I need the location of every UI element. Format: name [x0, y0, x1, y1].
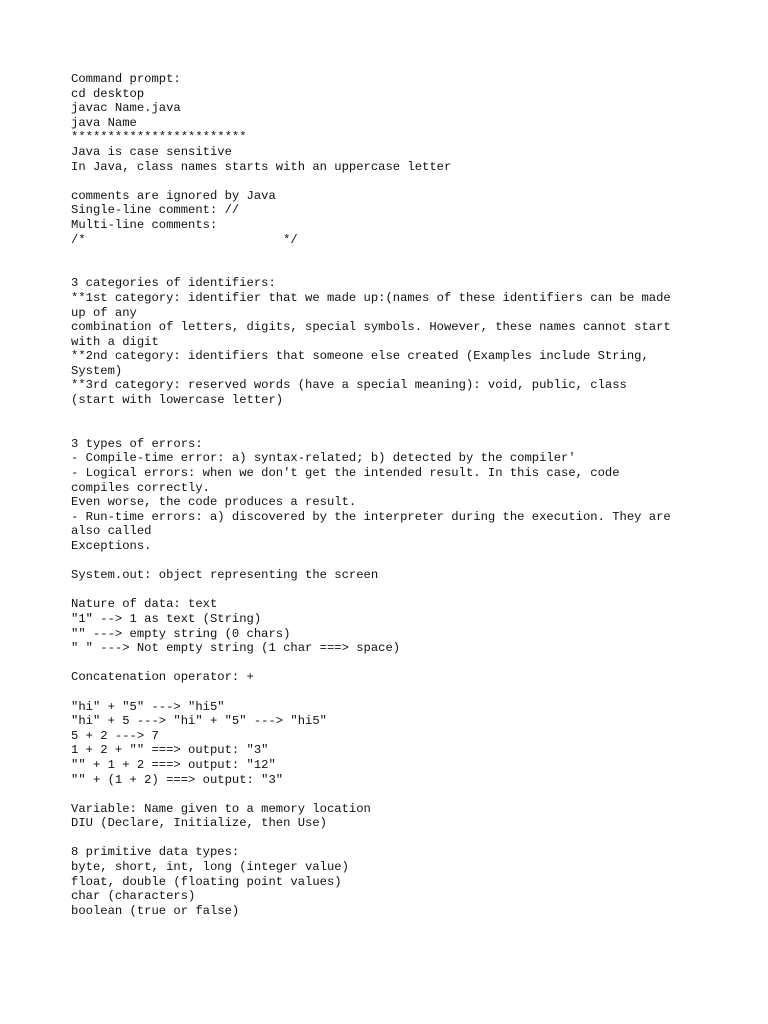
text-line: boolean (true or false)	[71, 903, 240, 918]
text-line: cd desktop	[71, 86, 145, 101]
text-line: java Name	[71, 115, 137, 130]
text-line	[71, 787, 711, 802]
text-line: also called	[71, 524, 152, 539]
text-line: Even worse, the code produces a result.	[71, 495, 357, 510]
text-line	[71, 262, 711, 277]
text-line: DIU (Declare, Initialize, then Use)	[71, 816, 327, 831]
text-line: Nature of data: text	[71, 597, 218, 612]
text-line: System)	[71, 363, 123, 378]
text-line: Multi-line comments:	[71, 217, 218, 232]
document-page	[71, 72, 711, 918]
text-line: 3 categories of identifiers:	[71, 276, 276, 291]
text-line: - Logical errors: when we don't get the intended result. In this case, code	[71, 466, 620, 481]
text-line: - Run-time errors: a) discovered by the interpreter during the execution. They are	[71, 509, 671, 524]
text-line: float, double (floating point values)	[71, 874, 342, 889]
text-line: Variable: Name given to a memory location	[71, 801, 371, 816]
text-line	[71, 685, 711, 700]
text-line: "" ---> empty string (0 chars)	[71, 626, 291, 641]
text-line: Command prompt:	[71, 72, 181, 86]
text-line: /* */	[71, 232, 298, 247]
text-line: compiles correctly.	[71, 480, 210, 495]
text-line: "" + (1 + 2) ===> output: "3"	[71, 772, 284, 787]
text-line: "1" --> 1 as text (String)	[71, 611, 262, 626]
text-line: javac Name.java	[71, 101, 181, 116]
text-line: 3 types of errors:	[71, 436, 203, 451]
text-line: up of any	[71, 305, 137, 320]
text-line	[71, 174, 711, 189]
text-line: with a digit	[71, 334, 159, 349]
text-line: **2nd category: identifiers that someone else created (Examples include String,	[71, 349, 649, 364]
text-line: **3rd category: reserved words (have a special meaning): void, public, class	[71, 378, 627, 393]
text-line: combination of letters, digits, special symbols. However, these names cannot start	[71, 320, 671, 335]
text-line: (start with lowercase letter)	[71, 393, 284, 408]
text-line: - Compile-time error: a) syntax-related; b) detected by the compiler'	[71, 451, 576, 466]
text-line: In Java, class names starts with an uppercase letter	[71, 159, 452, 174]
text-line: 1 + 2 + "" ===> output: "3"	[71, 743, 269, 758]
text-line: "hi" + 5 ---> "hi" + "5" ---> "hi5"	[71, 714, 327, 729]
text-line: "" + 1 + 2 ===> output: "12"	[71, 757, 276, 772]
text-line: 8 primitive data types:	[71, 845, 240, 860]
text-line: Java is case sensitive	[71, 144, 232, 159]
text-line: comments are ignored by Java	[71, 188, 276, 203]
text-line	[71, 583, 711, 598]
text-line: "hi" + "5" ---> "hi5"	[71, 699, 225, 714]
text-line	[71, 422, 711, 437]
text-line	[71, 656, 711, 671]
text-line: Exceptions.	[71, 539, 152, 553]
text-line: Concatenation operator: +	[71, 670, 254, 685]
text-line: byte, short, int, long (integer value)	[71, 860, 349, 875]
text-line: Single-line comment: //	[71, 203, 240, 218]
text-line	[71, 247, 711, 262]
text-line: 5 + 2 ---> 7	[71, 728, 159, 743]
text-line: **1st category: identifier that we made up:(names of these identifiers can be made	[71, 290, 671, 305]
text-line: char (characters)	[71, 889, 196, 904]
text-line	[71, 554, 711, 569]
text-line: ************************	[71, 130, 247, 145]
text-line	[71, 831, 711, 846]
text-line: " " ---> Not empty string (1 char ===> space)	[71, 641, 401, 656]
text-line: System.out: object representing the screen	[71, 568, 379, 583]
text-line	[71, 408, 711, 423]
